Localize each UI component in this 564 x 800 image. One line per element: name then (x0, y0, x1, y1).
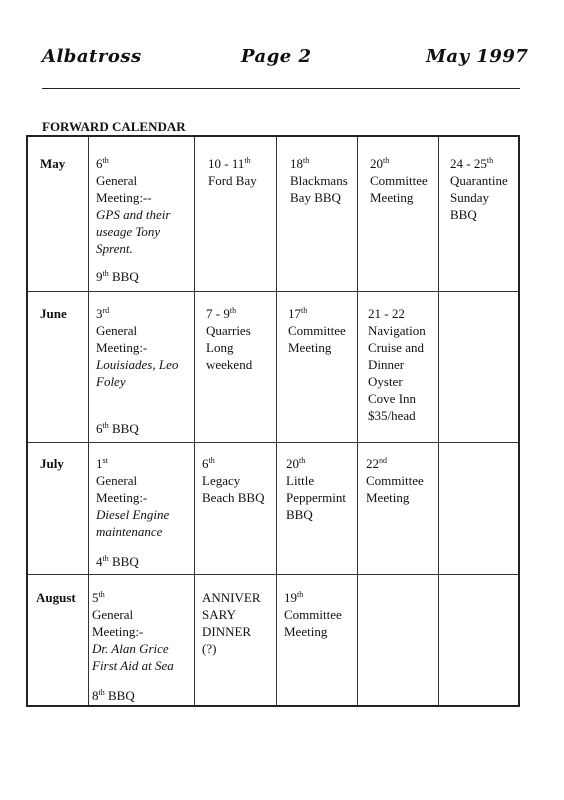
calendar-cell (368, 305, 446, 424)
event-text: General (96, 173, 138, 188)
bbq-date: 4 (96, 554, 103, 569)
date-suffix: th (98, 590, 105, 599)
event-topic: maintenance (96, 524, 163, 539)
event-date: 1 (96, 456, 103, 471)
event-text: Navigation (368, 323, 426, 338)
calendar-title: FORWARD CALENDAR (42, 119, 186, 134)
calendar-cell (96, 455, 192, 540)
bbq-note (92, 688, 135, 704)
event-text: Ford Bay (208, 173, 257, 188)
event-topic: Foley (96, 374, 126, 389)
event-text: Legacy (202, 473, 241, 488)
event-topic: Diesel Engine (96, 507, 170, 522)
calendar-cell (208, 155, 286, 189)
event-topic: useage Tony (96, 224, 161, 239)
event-text: Meeting (288, 340, 332, 355)
bbq-label: BBQ (108, 421, 139, 436)
event-date: 18 (290, 156, 303, 171)
event-text: Little (286, 473, 315, 488)
event-text: General (96, 323, 138, 338)
event-date: 20 (370, 156, 383, 171)
date-suffix: th (98, 688, 105, 697)
calendar-cell (202, 455, 280, 506)
event-date: 19 (284, 590, 297, 605)
grid-line (28, 291, 518, 292)
event-text: (?) (202, 641, 217, 656)
event-text: Quarries (206, 323, 251, 338)
date-suffix: th (102, 554, 109, 563)
event-text: Peppermint (286, 490, 346, 505)
event-topic: GPS and their (96, 207, 171, 222)
forward-calendar-table (26, 135, 520, 707)
event-text: Sunday (450, 190, 489, 205)
grid-line (28, 574, 518, 575)
event-date: 7 - 9 (206, 306, 230, 321)
date-suffix: st (102, 456, 108, 465)
event-text: Meeting:- (96, 340, 148, 355)
calendar-cell (366, 455, 444, 506)
calendar-cell (92, 589, 192, 674)
month-label: July (40, 456, 64, 471)
date-suffix: th (229, 306, 237, 315)
event-text: Beach BBQ (202, 490, 265, 505)
date-suffix: th (102, 421, 109, 430)
event-text: Committee (366, 473, 424, 488)
calendar-cell (206, 305, 284, 373)
grid-line (28, 442, 518, 443)
event-date: 22 (366, 456, 379, 471)
event-text: Meeting (284, 624, 328, 639)
bbq-note (96, 554, 139, 570)
calendar-cell (96, 155, 192, 257)
date-suffix: nd (379, 456, 387, 465)
event-text: BBQ (286, 507, 313, 522)
calendar-cell (290, 155, 368, 206)
event-text: Dinner (368, 357, 405, 372)
month-label: May (40, 156, 66, 171)
date-suffix: th (383, 156, 390, 165)
bbq-date: 6 (96, 421, 103, 436)
date-suffix: th (297, 590, 304, 599)
event-text: Meeting:-- (96, 190, 152, 205)
date-suffix: rd (102, 306, 110, 315)
calendar-cell (450, 155, 528, 223)
bbq-label: BBQ (104, 688, 135, 703)
event-text: $35/head (368, 408, 416, 423)
event-text: Committee (284, 607, 342, 622)
event-text: Meeting (366, 490, 410, 505)
header-issue-date: May 1997 (426, 46, 529, 67)
event-text: General (96, 473, 138, 488)
event-text: Meeting (370, 190, 414, 205)
calendar-cell (202, 589, 280, 657)
event-topic: Dr. Alan Grice (92, 641, 169, 656)
event-date: 24 - 25 (450, 156, 487, 171)
event-text: BBQ (450, 207, 477, 222)
header-page-number: Page 2 (241, 46, 312, 67)
date-suffix: th (208, 456, 215, 465)
calendar-cell (96, 305, 192, 390)
event-text: Blackmans (290, 173, 348, 188)
grid-line (88, 137, 89, 705)
bbq-date: 9 (96, 269, 103, 284)
date-suffix: th (244, 156, 251, 165)
date-suffix: th (102, 156, 109, 165)
event-text: Long (206, 340, 234, 355)
event-text: General (92, 607, 134, 622)
event-text: Oyster (368, 374, 403, 389)
bbq-note (96, 421, 139, 437)
event-text: Meeting:- (92, 624, 144, 639)
grid-line (194, 137, 195, 705)
bbq-label: BBQ (108, 554, 139, 569)
event-text: Cruise and (368, 340, 424, 355)
date-suffix: th (102, 269, 109, 278)
date-suffix: th (303, 156, 310, 165)
calendar-cell (286, 455, 364, 523)
event-text: Committee (288, 323, 346, 338)
header-publication-name: Albatross (42, 46, 142, 67)
event-date: 17 (288, 306, 301, 321)
event-date: 21 - 22 (368, 306, 405, 321)
event-text: Quarantine (450, 173, 508, 188)
bbq-note (96, 269, 139, 285)
event-date: 10 - 11 (208, 156, 245, 171)
event-topic: Louisiades, Leo (96, 357, 179, 372)
event-text: weekend (206, 357, 253, 372)
event-date: 6 (202, 456, 209, 471)
event-text: DINNER (202, 624, 252, 639)
event-date: 20 (286, 456, 299, 471)
event-date: 6 (96, 156, 103, 171)
date-suffix: th (301, 306, 308, 315)
bbq-label: BBQ (108, 269, 139, 284)
event-topic: Sprent. (96, 241, 133, 256)
header-rule (42, 88, 520, 89)
calendar-cell (370, 155, 448, 206)
event-text: Cove Inn (368, 391, 417, 406)
event-topic: First Aid at Sea (92, 658, 174, 673)
calendar-cell (288, 305, 366, 356)
month-label: June (40, 306, 67, 321)
event-text: SARY (202, 607, 236, 622)
event-text: ANNIVER (202, 590, 261, 605)
month-label: August (36, 590, 76, 605)
event-text: Committee (370, 173, 428, 188)
event-date: 5 (92, 590, 99, 605)
bbq-date: 8 (92, 688, 99, 703)
event-text: Meeting:- (96, 490, 148, 505)
calendar-cell (284, 589, 362, 640)
date-suffix: th (486, 156, 494, 165)
event-text: Bay BBQ (290, 190, 341, 205)
date-suffix: th (299, 456, 306, 465)
event-date: 3 (96, 306, 103, 321)
